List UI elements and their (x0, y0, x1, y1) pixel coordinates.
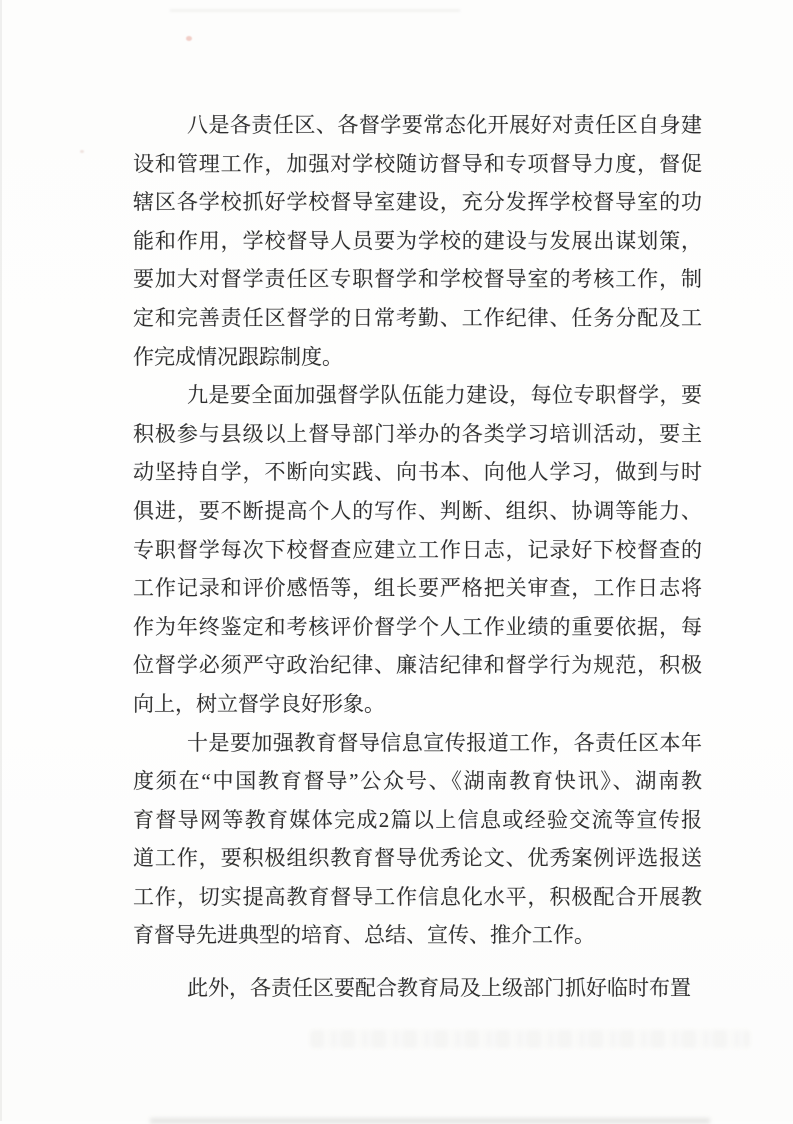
text-line: 动坚持自学，不断向实践、向书本、向他人学习，做到与时 (133, 460, 702, 485)
paragraph (133, 724, 702, 956)
text-line: 育督导网等教育媒体完成2篇以上信息或经验交流等宣传报 (133, 807, 702, 832)
scan-edge-shade (0, 0, 2, 1121)
text-line: 工作记录和评价感悟等，组长要严格把关审查，工作日志将 (133, 576, 702, 601)
text-line: 向上，树立督学良好形象。 (133, 691, 385, 716)
text-line: 设和管理工作，加强对学校随访督导和专项督导力度，督促 (133, 151, 702, 176)
text-line: 作完成情况跟踪制度。 (133, 344, 343, 369)
text-line: 定和完善责任区督学的日常考勤、工作纪律、任务分配及工 (133, 305, 702, 330)
text-line: 度须在“中国教育督导”公众号、《湖南教育快讯》、湖南教 (133, 769, 702, 794)
text-line: 工作，切实提高教育督导工作信息化水平，积极配合开展教 (133, 884, 702, 909)
text-line: 积极参与县级以上督导部门举办的各类学习培训活动，要主 (133, 421, 702, 446)
text-line: 道工作，要积极组织教育督导优秀论文、优秀案例评选报送 (133, 846, 702, 871)
text-line: 八是各责任区、各督学要常态化开展好对责任区自身建 (187, 113, 702, 137)
text-line: 十是要加强教育督导信息宣传报道工作，各责任区本年 (187, 730, 702, 755)
scan-streak-artifact (170, 9, 460, 12)
text-line: 俱进，要不断提高个人的写作、判断、组织、协调等能力、 (133, 498, 702, 523)
page-bleed-through-artifact (150, 1118, 710, 1124)
paragraph (133, 969, 702, 1008)
scan-speck-artifact (186, 36, 192, 41)
text-line: 能和作用，学校督导人员要为学校的建设与发展出谋划策， (133, 228, 702, 253)
scan-speck-artifact (80, 150, 84, 153)
text-line: 作为年终鉴定和考核评价督学个人工作业绩的重要依据，每 (133, 614, 702, 639)
page-bleed-through-artifact (310, 1030, 750, 1048)
text-line: 要加大对督学责任区专职督学和学校督导室的考核工作，制 (133, 267, 702, 292)
text-line: 九是要全面加强督学队伍能力建设，每位专职督学，要 (187, 383, 702, 408)
text-line: 专职督学每次下校督查应建立工作日志，记录好下校督查的 (133, 537, 702, 562)
text-line: 辖区各学校抓好学校督导室建设，充分发挥学校督导室的功 (133, 190, 702, 215)
text-line: 育督导先进典型的培育、总结、宣传、推介工作。 (133, 923, 595, 948)
text-line: 位督学必须严守政治纪律、廉洁纪律和督学行为规范，积极 (133, 653, 702, 678)
paragraph (133, 376, 702, 723)
paragraph (133, 106, 702, 376)
document-body-text (133, 106, 702, 1008)
text-line: 此外，各责任区要配合教育局及上级部门抓好临时布置 (187, 976, 691, 1001)
